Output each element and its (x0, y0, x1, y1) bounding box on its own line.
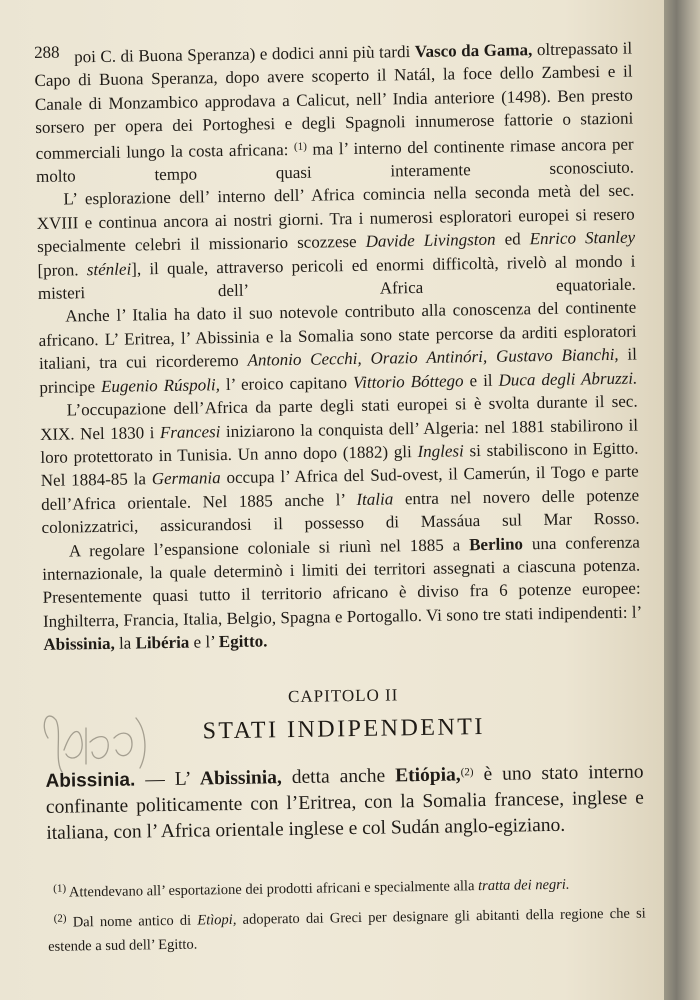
chapter-label: CAPITOLO II (287, 684, 399, 706)
text-segment: Duca degli Abruzzi. (498, 368, 638, 390)
text-segment: e il (463, 370, 499, 390)
text-segment: ma l’ interno del continente rimase ancora per molto tempo quasi interamente sconosciuto. (35, 134, 635, 187)
text-segment: adoperato dai Greci per designare gli abitanti della regione che si estende a sud dell’ Egitto. (48, 905, 646, 955)
footnotes (47, 867, 646, 958)
text-segment: (1) (293, 140, 307, 153)
text-segment: Dal nome antico di (66, 912, 198, 931)
text-segment: Etiópia, (394, 763, 461, 786)
text-segment: tratta dei negri. (477, 876, 570, 894)
paragraph-european-occupation (40, 390, 640, 540)
page-edge-shadow (664, 0, 700, 1000)
text-segment: Anche l’ Italia ha dato il suo notevole contributo alla conoscenza del continente africano. L’ Eritrea, l’ Abissinia e la Somalia sono state percorse da arditi esploratori italiani, tra cui ricorderemo (38, 298, 637, 374)
text-segment: (1) (53, 882, 67, 895)
page-number: 288 (33, 42, 60, 62)
paragraph-vasco-da-gama (34, 37, 634, 189)
text-segment: Inglesi (417, 441, 464, 461)
text-segment: Francesi (159, 421, 221, 442)
text-segment: (2) (460, 765, 474, 778)
text-segment: è uno stato interno confinante politicamente con l’Eritrea, con la Somalia francese, inglese e italiana, con l’ Africa orientale inglese e col Sudán anglo-egiziano. (45, 761, 645, 844)
text-segment: L’occupazione dell’Africa da parte degli stati europei si è svolta durante il sec. XIX. Nel 1830 i (39, 391, 638, 444)
text-segment: la (114, 633, 136, 653)
text-segment: Enrico Stanley (529, 227, 636, 249)
text-segment: ], il quale, attraverso pericoli ed enormi difficoltà, rivelò al mondo i misteri dell’ Africa equatoriale. (37, 251, 636, 304)
text-segment: si stabiliscono in Egitto. Nel 1884-85 la (40, 438, 639, 491)
text-segment: una conferenza internazionale, la quale determinò i limiti dei territori assegnati a ciascuna potenza. Presentemente quasi tutto il territorio africano è diviso fra 6 potenze europee: Inghilterra, Francia, Italia, Belgio, Spagna e Portogallo. Vi sono tre stati indipendenti: l’ (42, 532, 642, 631)
text-segment: — L’ (135, 768, 201, 791)
text-segment: Attendevano all’ esportazione dei prodotti africani e specialmente alla (65, 877, 479, 901)
text-segment: Berlino (468, 533, 524, 554)
chapter-title: STATI INDIPENDENTI (202, 713, 486, 744)
text-segment: A regolare l’espansione coloniale si riunì nel 1885 a (68, 534, 470, 561)
text-segment: Abissinia, (199, 766, 282, 790)
text-segment: l’ eroico capitano (219, 372, 354, 394)
text-segment: ed (495, 229, 530, 250)
text-segment: Eugenio Rúspoli, (100, 374, 221, 396)
text-segment: Abissinia. (45, 769, 136, 792)
text-segment: Vittorio Bóttego (352, 370, 464, 392)
text-segment: Vasco da Gama, (414, 40, 533, 62)
text-segment: L’ esplorazione dell’ interno dell’ Africa comincia nella seconda metà del sec. XVIII e continua ancora ai nostri giorni. Tra i numerosi esploratori europei si resero specialmente celebri il missionario scozzese (36, 181, 635, 257)
text-segment: detta anche (281, 764, 396, 788)
text-segment: occupa l’ Africa del Sud-ovest, il Camerún, il Togo e parte dell’Africa orientale. Nel 1885 anche l’ (41, 461, 639, 514)
text-segment: Germania (151, 468, 221, 489)
text-segment: Egitto. (218, 631, 268, 652)
footnote-2 (48, 897, 647, 958)
text-segment: [pron. (37, 259, 87, 280)
text-segment: iniziarono la conquista dell’ Algeria: nel 1881 stabilirono il loro protettorato in Tunisia. Un anno dopo (1882) gli (40, 415, 639, 467)
text-segment: entra nel novero delle potenze colonizzatrici, assicurandosi il possesso di Massáua sul Mar Rosso. (41, 485, 640, 538)
text-segment: (2) (53, 912, 67, 925)
text-segment: Davide Livingston (365, 230, 496, 252)
paragraph-berlin-conference (42, 530, 642, 656)
pencil-scribble-icon (36, 698, 156, 788)
page-content (34, 37, 646, 959)
text-segment: Libéria (135, 632, 190, 653)
text-segment: Italia (356, 489, 394, 509)
text-segment: sténlei (86, 259, 132, 279)
text-segment: il principe (39, 344, 638, 397)
text-segment: poi C. di Buona Speranza) e dodici anni più tardi (74, 42, 415, 67)
text-segment: Antonio Cecchi, Orazio Antinóri, Gustavo Bianchi, (247, 345, 619, 370)
text-segment: Abissinia, (43, 633, 115, 655)
text-segment: Etìopi, (197, 911, 237, 929)
text-segment: oltrepassato il Capo di Buona Speranza, dopo avere scoperto il Natál, la foce dello Zambesi e il Canale di Monzambico approdava a Calicut, nell’ India anteriore (1498). Ben presto sorsero per opera dei Portoghesi e degli Spagnoli innumerose fattorie o stazioni commerciali lungo la costa africana: (34, 38, 634, 163)
text-segment: e l’ (189, 632, 219, 652)
paragraph-italian-explorers (38, 296, 637, 399)
paragraph-exploration-interior (36, 179, 636, 305)
